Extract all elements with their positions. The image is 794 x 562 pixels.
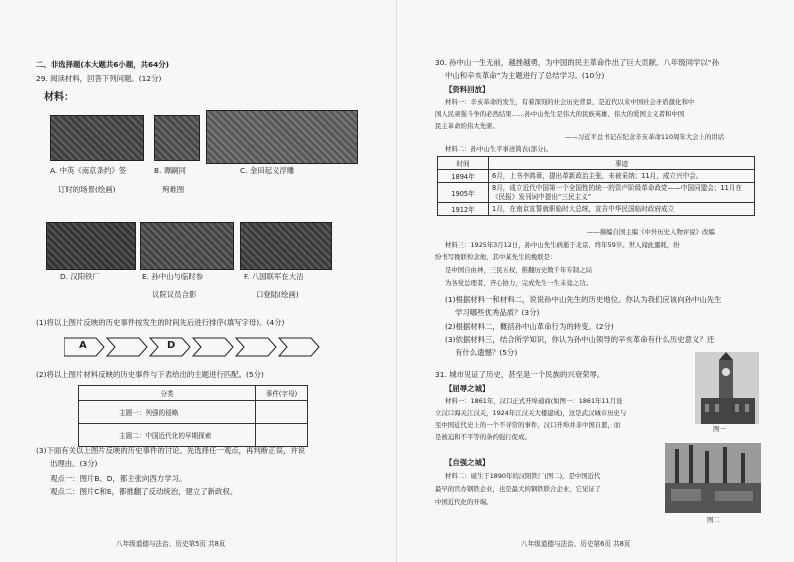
- sequence-box-1[interactable]: A: [79, 340, 87, 351]
- sequence-arrows: [64, 336, 334, 358]
- q30-part3-2: 有什么遗憾？(5分): [455, 348, 518, 357]
- sequence-arrow-box[interactable]: [236, 338, 276, 356]
- material-1-line2: 国人民顽强斗争的必然结果……孙中山先生是伟大的民族英雄、伟大的爱国主义者和中国: [435, 110, 685, 118]
- life-row-1-year: 1894年: [438, 170, 489, 183]
- q29-part2: (2)将以上图片材料反映的历史事件与下表给出的主题进行匹配。(5分): [36, 370, 264, 379]
- couplet-1: 是中国自由神，三民五权，推翻历史数千年专制之局: [445, 266, 592, 274]
- match-header-event: 事件(字母): [256, 386, 308, 401]
- image-e-caption: E. 孙中山与临时参: [142, 272, 204, 281]
- q29-part1: (1)将以上图片反映的历史事件按发生的时间先后进行排序(填写字母)。(4分): [36, 318, 285, 327]
- image-d-caption: D. 汉阳铁厂: [60, 272, 100, 281]
- life-row-2-year: 1905年: [438, 183, 489, 203]
- match-row-2: 主题二：中国近代化的早期探索: [79, 424, 256, 447]
- section-heading: 二、非选择题(本大题共6小题，共64分): [36, 60, 170, 69]
- life-row-2-event: 8月，成立近代中国第一个全国性的统一的资产阶级革命政党——中国同盟会；11月在《民报》发刊词中提出“三民主义”: [489, 183, 755, 203]
- material-label: 材料：: [44, 92, 74, 103]
- source-tag: 【资料回放】: [445, 85, 490, 94]
- q30-part1: (1)根据材料一和材料二，说说孙中山先生的历史地位。你认为我们应该向孙中山先生: [445, 295, 722, 304]
- q29-part3-line2: 出理由。(3分): [50, 459, 98, 468]
- match-header-category: 分类: [79, 386, 256, 401]
- couplet-2: 为各党总理者，齐心协力，完成先生一生未竟之功。: [445, 279, 592, 287]
- figure-2-caption: 图二: [707, 516, 720, 524]
- match-answer-2[interactable]: [256, 424, 308, 447]
- material-3-line1: 材料三：1925年3月12日，孙中山先生病逝于北京，终年59岁。世人闻此噩耗，纷: [445, 241, 680, 249]
- image-b-tan-sitong: [154, 115, 200, 161]
- match-table: [78, 385, 308, 447]
- view-1: 观点一：图片B、D，都主张向西方学习。: [50, 474, 187, 483]
- material-1-line1: 材料一：辛亥革命的发生，有着深刻的社会历史背景，是近代以来中国社会矛盾激化和中: [445, 98, 695, 106]
- image-f-caption-2: 口登陆(绘画): [256, 290, 299, 299]
- image-a-caption-2: 订时的场景(绘画): [58, 185, 116, 194]
- tag-strength: 【自强之城】: [445, 458, 490, 467]
- image-e-caption-2: 议院议员合影: [152, 290, 197, 299]
- view-2: 观点二：图片C和E，都推翻了反动统治，建立了新政权。: [50, 487, 238, 496]
- image-f-caption: F. 八国联军在大沽: [244, 272, 304, 281]
- figure-2-hanyang-ironworks: [665, 443, 761, 513]
- match-row-1: 主题一：列强的侵略: [79, 401, 256, 424]
- q29-part3: (3)下面有关以上图片反映的历史事件的讨论。先选择任一观点，再判断正误，并说: [36, 446, 306, 455]
- q31-intro: 31. 城市见证了历史，甚至是一个民族的兴衰荣辱。: [435, 370, 605, 379]
- life-header-time: 时间: [438, 157, 489, 170]
- image-b-caption-2: 殉难图: [162, 185, 185, 194]
- humiliation-line2: 立汉口海关江汉关，1924年江汉关大楼建成)，这是武汉城市历史与: [435, 409, 627, 417]
- q30-intro: 30. 孙中山一生无前，越挫越勇，为中国的民主革命作出了巨大贡献。八年级同学以“孙: [435, 58, 719, 67]
- match-answer-1[interactable]: [256, 401, 308, 424]
- sequence-arrow-box[interactable]: [107, 338, 147, 356]
- q29-prompt: 29. 阅读材料，回答下列问题。(12分): [36, 74, 162, 83]
- sequence-arrow-box[interactable]: [193, 338, 233, 356]
- tag-humiliation: 【屈辱之城】: [445, 384, 490, 393]
- image-f-dagu-landing: [240, 222, 332, 270]
- figure-1-customs-house: [695, 352, 759, 424]
- material-1-line3: 民主革命的伟大先驱。: [435, 122, 499, 130]
- humiliation-line4: 是被迫和不平等的条约强行促成。: [435, 433, 531, 441]
- life-table: [437, 156, 755, 216]
- strength-line1: 材料二：诞生于1890年的汉阳铁厂(图二)，是中国近代: [445, 472, 601, 480]
- q30-intro-2: 中山和辛亥革命”为主题进行了总结学习。(10分): [445, 71, 605, 80]
- life-row-3-year: 1912年: [438, 203, 489, 216]
- material-1-source: ——习近平总书记在纪念辛亥革命110周年大会上的讲话: [565, 133, 725, 141]
- humiliation-line3: 至中国近代史上的一个不寻常的事件，汉口开埠并非中国自愿，而: [435, 421, 621, 429]
- sequence-arrow-box[interactable]: [279, 338, 319, 356]
- figure-1-caption: 图一: [713, 425, 726, 433]
- life-row-1-event: 6月，上书李鸿章，提出革新政治主张，未被采纳；11月，成立兴中会。: [489, 170, 755, 183]
- strength-line3: 中国近代化的开端。: [435, 498, 493, 506]
- sequence-box-3[interactable]: D: [167, 340, 176, 351]
- image-c-caption: C. 金田起义浮雕: [240, 166, 295, 175]
- material-3-line2: 纷书写挽联悼念他，其中某先生的挽联是：: [435, 253, 557, 261]
- q30-part2: (2)根据材料二，概括孙中山革命行为的转变。(2分): [445, 322, 614, 331]
- material-2-source: ——摘编自国主编《中外历史人物评说》改编: [587, 228, 715, 236]
- right-page: [397, 0, 794, 562]
- q30-part3: (3)依据材料三，结合所学知识，你认为孙中山领导的辛亥革命有什么历史意义？还: [445, 335, 715, 344]
- right-footer: 八年级道德与法治、历史第6页 共8页: [521, 540, 631, 548]
- humiliation-line1: 材料一：1861年，汉口正式开埠通商(如图一：1861年11月设: [445, 397, 623, 405]
- image-a-caption: A. 中英《南京条约》签: [50, 166, 127, 175]
- image-a-treaty: [50, 115, 144, 161]
- life-header-event: 事迹: [489, 157, 755, 170]
- left-footer: 八年级道德与法治、历史第5页 共8页: [116, 540, 226, 548]
- image-e-sun-photo: [140, 222, 234, 270]
- material-2-title: 材料二：孙中山生平事迹简表(部分)。: [445, 145, 553, 153]
- image-d-hanyang: [46, 222, 136, 270]
- strength-line2: 最早的官办钢铁企业，也是最大的钢铁联合企业，它见证了: [435, 485, 602, 493]
- image-b-caption: B. 谭嗣同: [154, 166, 186, 175]
- image-c-jintian-relief: [206, 110, 358, 164]
- life-row-3-event: 1月，在南京宣誓就职临时大总统，宣告中华民国临时政府成立: [489, 203, 755, 216]
- q30-part1-2: 学习哪些优秀品质？(3分): [455, 308, 540, 317]
